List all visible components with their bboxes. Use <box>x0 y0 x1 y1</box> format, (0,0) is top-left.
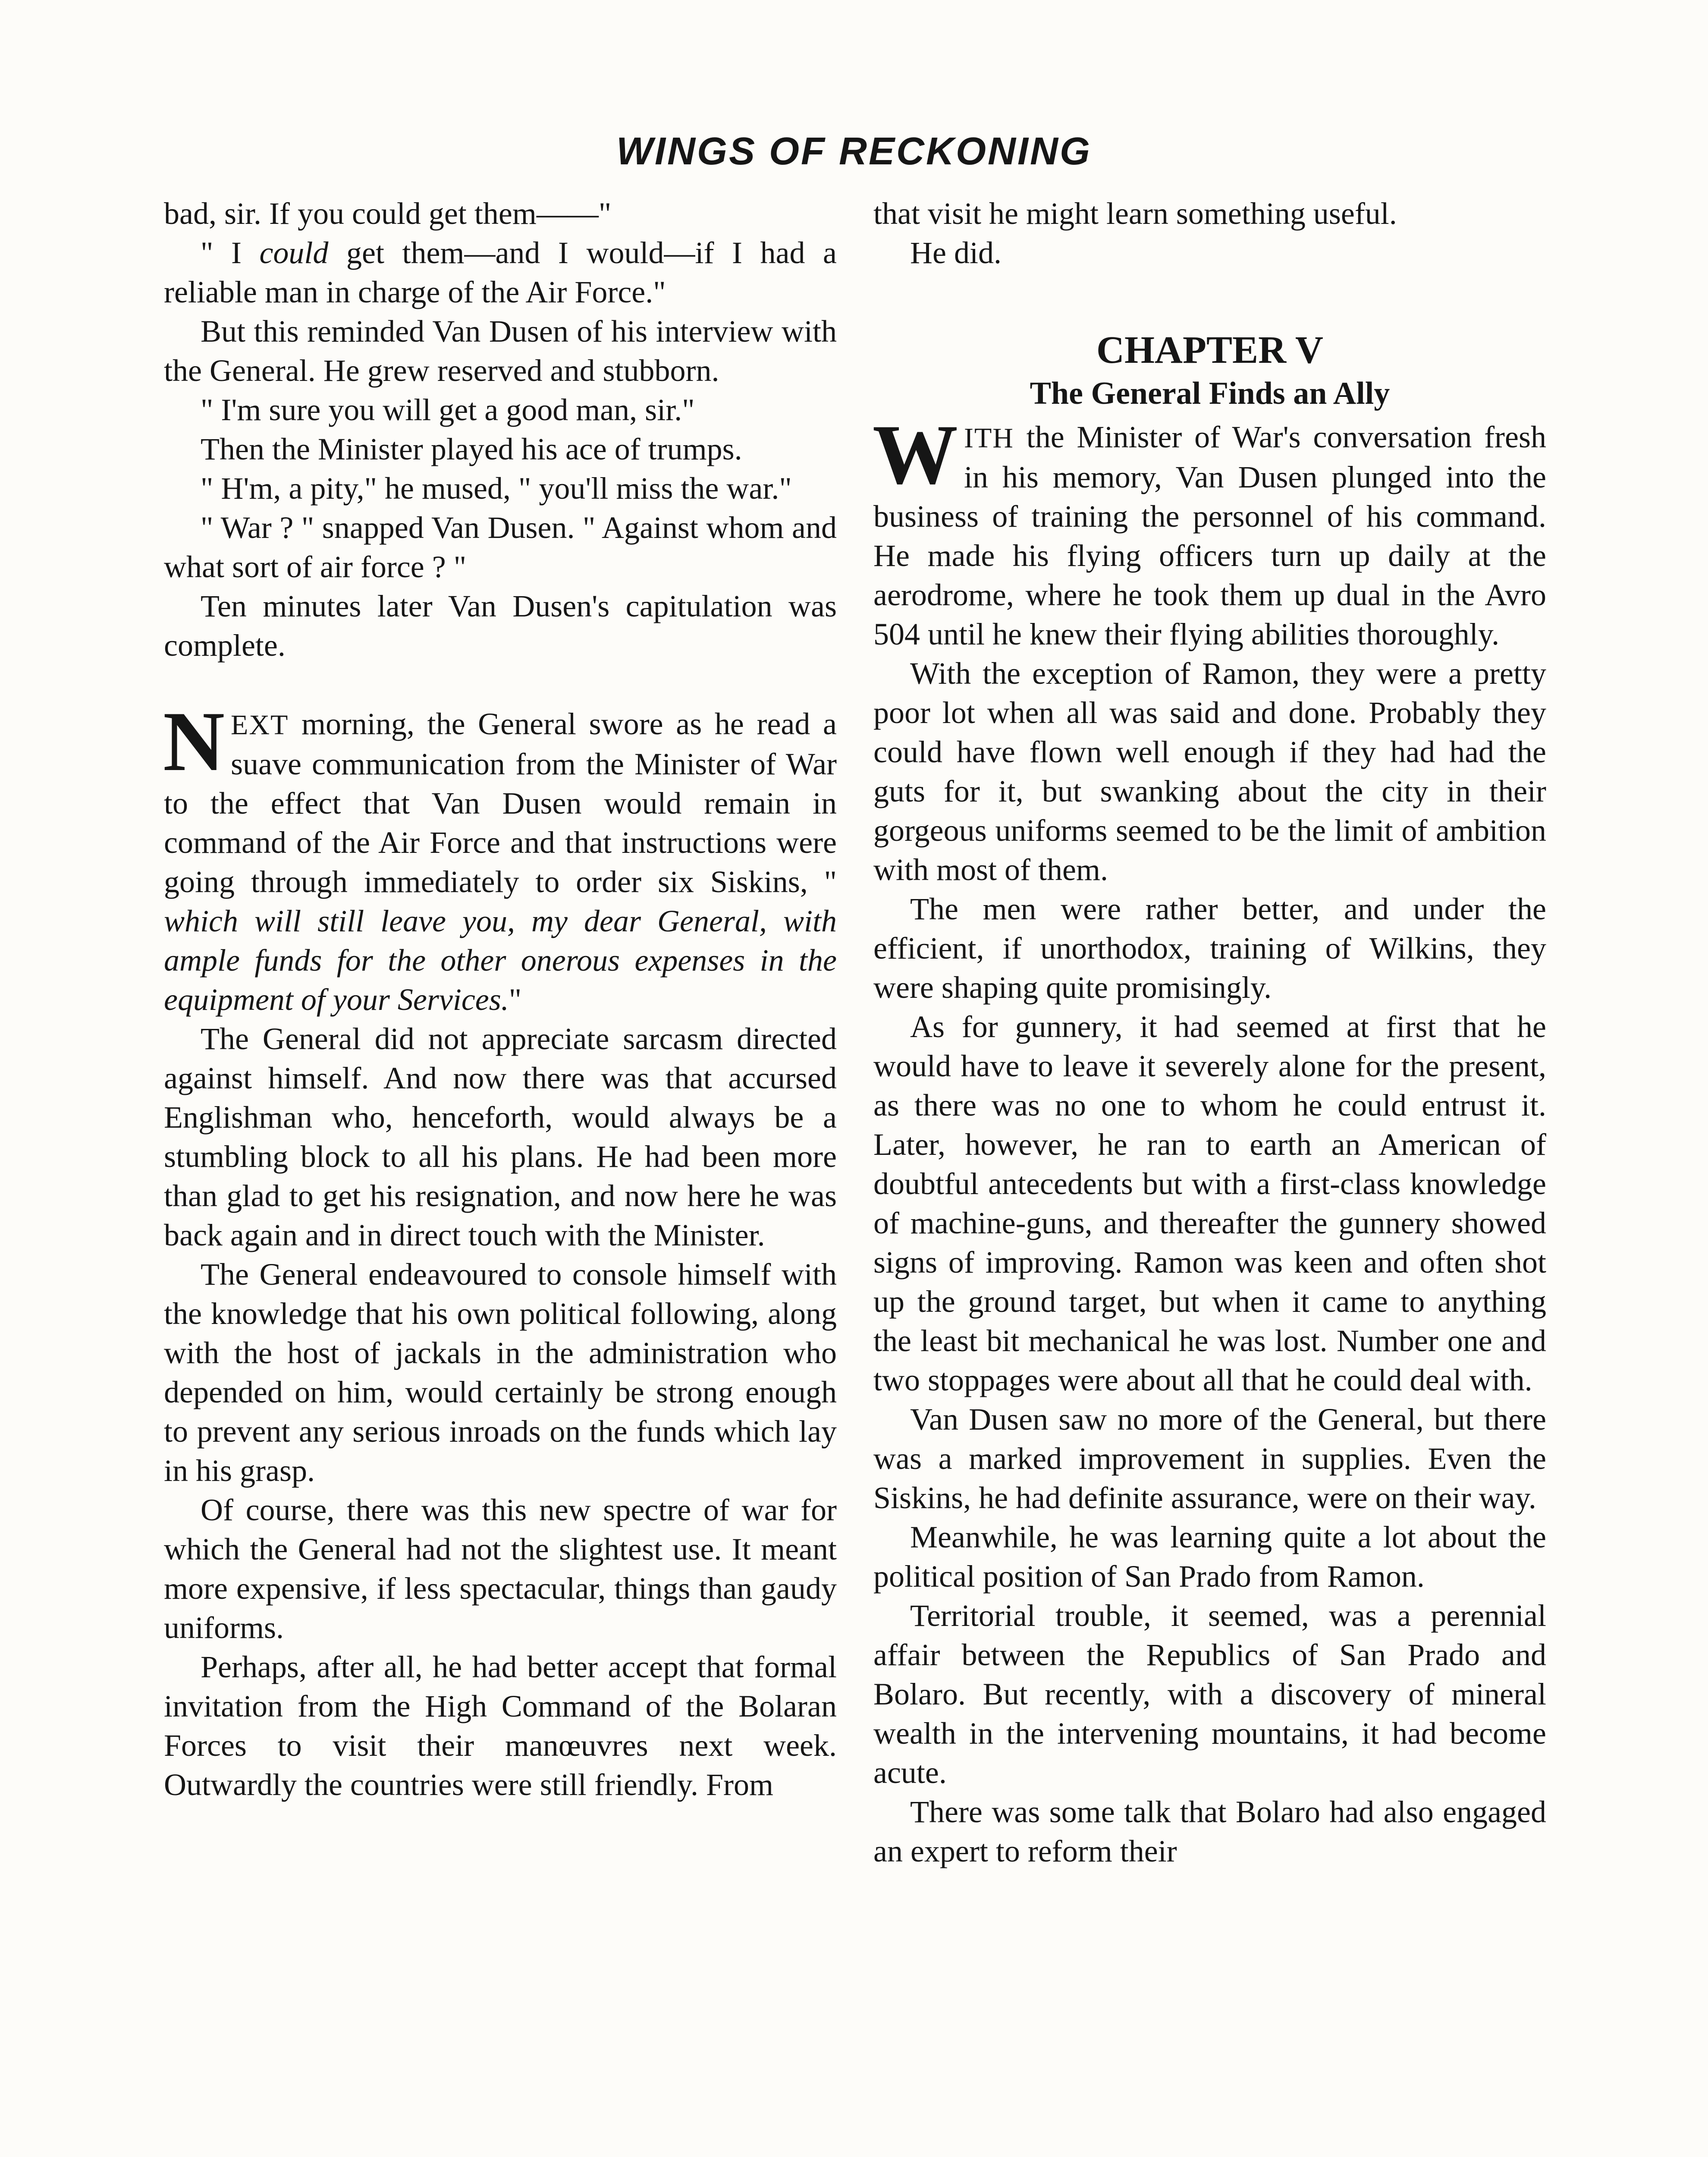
paragraph: Territorial trouble, it seemed, was a perennial affair between the Republics of San Prado and Bolaro. But recently, with a discovery of mineral wealth in the intervening mountains, it had become acute. <box>873 1598 1546 1790</box>
paragraph: " War ? " snapped Van Dusen. " Against whom and what sort of air force ? " <box>164 510 837 584</box>
paragraph: Meanwhile, he was learning quite a lot about the political position of San Prado from Ramon. <box>873 1520 1546 1594</box>
paragraph: " H'm, a pity," he mused, " you'll miss the war." <box>201 471 792 506</box>
right-column <box>873 194 1546 1871</box>
text-run: " I <box>201 236 260 270</box>
text-run: get them—and I would—if I had a reliable man in charge of the Air Force." <box>164 236 837 309</box>
paragraph: Perhaps, after all, he had better accept that formal invitation from the High Command of the Bolaran Forces to visit their manœuvres next week. Outwardly the countries were still friendly. From <box>164 1650 837 1802</box>
paragraph: The General did not appreciate sarcasm directed against himself. And now there was that accursed Englishman who, henceforth, would always be a stumbling block to all his plans. He had been more than glad to get his resignation, and now here he was back again and in direct touch with the Minister. <box>164 1022 837 1252</box>
small-caps-lead: EXT <box>231 709 289 741</box>
paragraph: Of course, there was this new spectre of war for which the General had not the slightest use. It meant more expensive, if less spectacular, things than gaudy uniforms. <box>164 1493 837 1645</box>
paragraph: But this reminded Van Dusen of his interview with the General. He grew reserved and stubborn. <box>164 314 837 388</box>
chapter-opening-paragraph <box>873 407 1546 654</box>
drop-cap: N <box>163 694 225 789</box>
left-column <box>164 194 837 1805</box>
small-caps-lead: ITH <box>964 422 1014 454</box>
paragraph: He did. <box>910 236 1002 270</box>
italic-text: could <box>259 236 329 270</box>
paragraph: As for gunnery, it had seemed at first that he would have to leave it severely alone for the present, as there was no one to whom he could entrust it. Later, however, he ran to earth an American of doubtful antecedents but with a first-class knowledge of machine-guns, and thereafter the gunnery showed signs of improving. Ramon was keen and often shot up the ground target, but when it came to anything the least bit mechanical he was lost. Number one and two stoppages were about all that he could deal with. <box>873 1009 1546 1397</box>
paragraph: bad, sir. If you could get them——" <box>164 196 612 231</box>
text-run: morning, the General swore as he read a suave communication from the Minister of War to the effect that Van Dusen would remain in command of the Air Force and that instructions were going through immediately to order six Siskins, " <box>164 707 837 899</box>
drop-cap: W <box>873 407 958 502</box>
paragraph <box>164 233 837 312</box>
paragraph: " I'm sure you will get a good man, sir." <box>201 393 695 427</box>
paragraph: Then the Minister played his ace of trumps. <box>201 432 742 466</box>
paragraph: Ten minutes later Van Dusen's capitulation was complete. <box>164 589 837 663</box>
chapter-title: The General Finds an Ally <box>1030 376 1390 411</box>
chapter-number: CHAPTER V <box>1096 329 1323 371</box>
paragraph: There was some talk that Bolaro had also engaged an expert to reform their <box>873 1795 1546 1868</box>
text-run: the Minister of War's conversation fresh in his memory, Van Dusen plunged into the business of training the personnel of his command. He made his flying officers turn up daily at the aerodrome, where he took them up dual in the Avro 504 until he knew their flying abilities thoroughly. <box>873 420 1546 651</box>
paragraph: With the exception of Ramon, they were a pretty poor lot when all was said and done. Probably they could have flown well enough if they had had the guts for it, but swanking about the city in their gorgeous uniforms seemed to be the limit of ambition with most of them. <box>873 656 1546 887</box>
paragraph: that visit he might learn something useful. <box>873 196 1397 231</box>
italic-quote: which will still leave you, my dear General, with ample funds for the other onerous expenses in the equipment of your Services. <box>164 904 837 1017</box>
section-break-paragraph <box>163 694 837 1019</box>
paragraph: The men were rather better, and under the efficient, if unorthodox, training of Wilkins, they were shaping quite promisingly. <box>873 892 1546 1005</box>
paragraph: The General endeavoured to console himself with the knowledge that his own political following, along with the host of jackals in the administration who depended on him, would certainly be strong enough to prevent any serious inroads on the funds which lay in his grasp. <box>164 1257 837 1488</box>
text-run: " <box>509 982 522 1017</box>
running-head: WINGS OF RECKONING <box>616 130 1092 173</box>
paragraph: Van Dusen saw no more of the General, but there was a marked improvement in supplies. Even the Siskins, he had definite assurance, were on their way. <box>873 1402 1546 1515</box>
